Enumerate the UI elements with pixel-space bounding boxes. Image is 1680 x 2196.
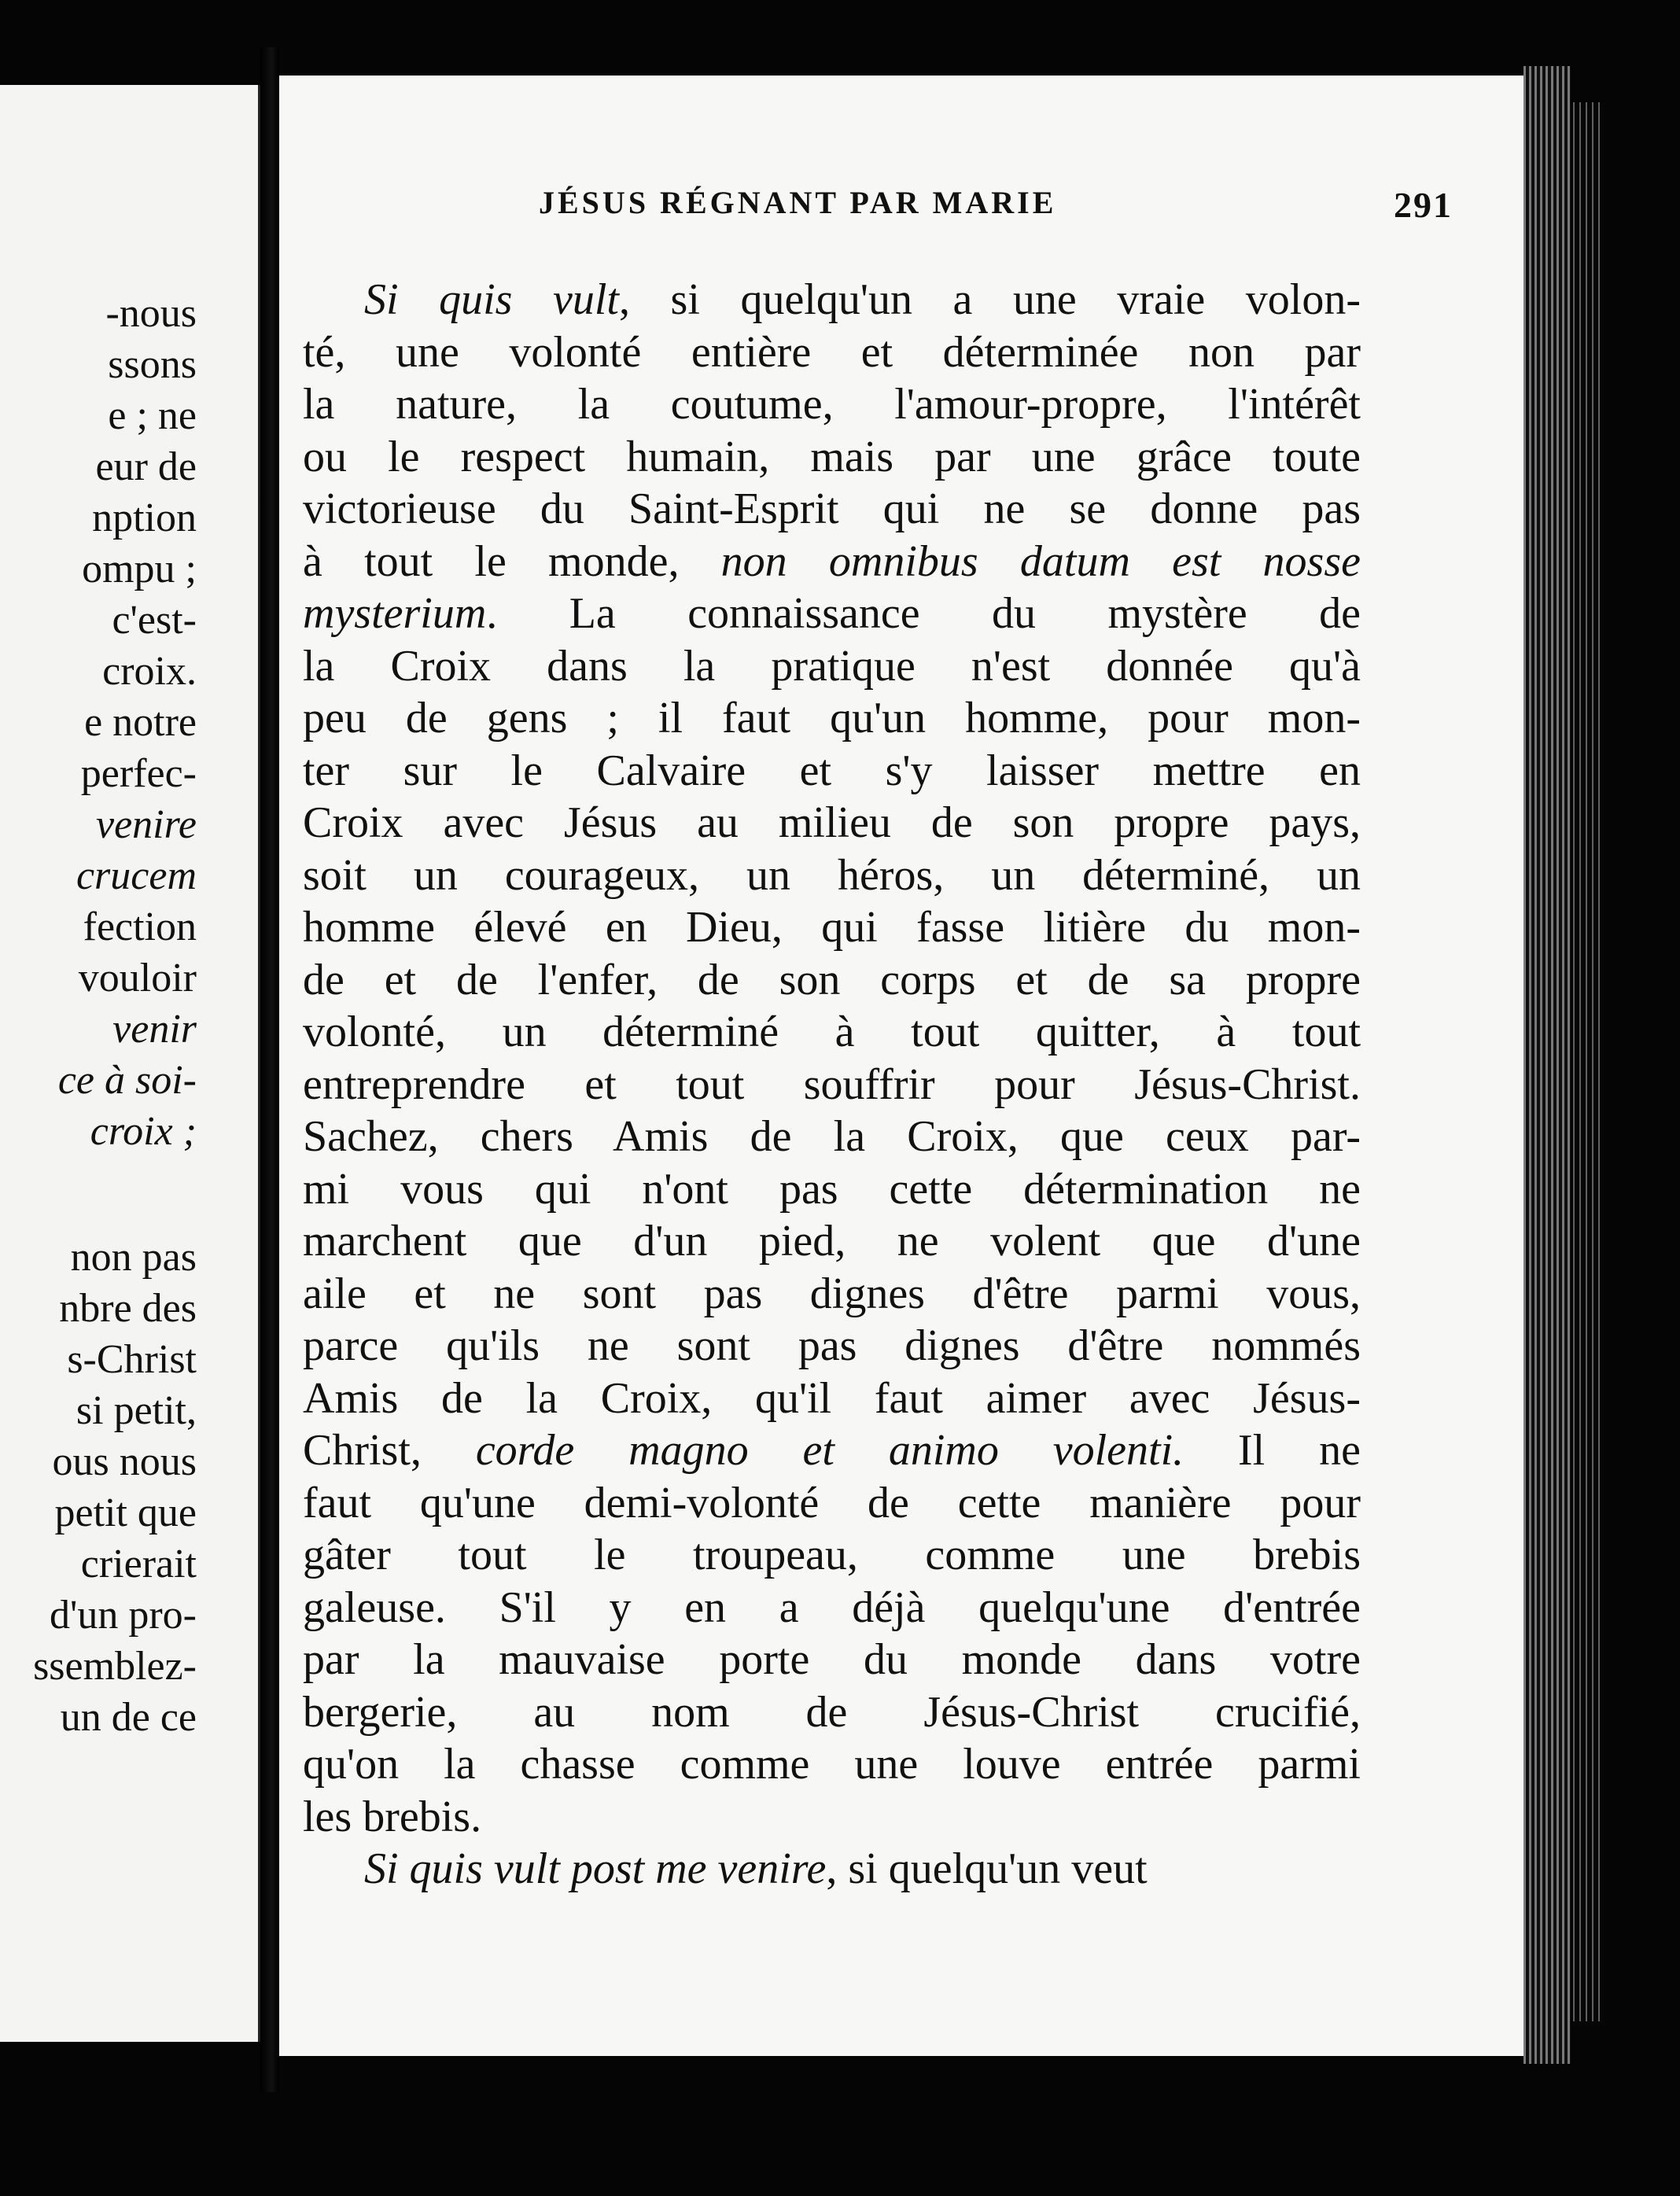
left-line: ompu ; xyxy=(82,547,197,591)
text-line xyxy=(303,536,1361,588)
text-run: faut qu'une demi-volonté de cette manière pour xyxy=(303,1478,1361,1527)
text-line xyxy=(303,431,1361,484)
text-run: , si quelqu'un a une vraie volon- xyxy=(618,275,1361,324)
text-run: galeuse. S'il y en a déjà quelqu'une d'entrée xyxy=(303,1583,1361,1632)
text-line xyxy=(303,378,1361,431)
text-run: ou le respect humain, mais par une grâce toute xyxy=(303,432,1361,481)
text-line xyxy=(303,326,1361,379)
text-run: par la mauvaise porte du monde dans votre xyxy=(303,1635,1361,1684)
text-line xyxy=(303,1791,1361,1844)
text-line xyxy=(303,745,1361,798)
italic-text-run: Si quis vult post me venire xyxy=(364,1844,827,1893)
text-line xyxy=(303,1006,1361,1059)
text-line xyxy=(303,1163,1361,1216)
left-line: e ; ne xyxy=(108,393,197,438)
text-line xyxy=(303,1268,1361,1321)
text-line xyxy=(303,1529,1361,1582)
text-run: peu de gens ; il faut qu'un homme, pour mon- xyxy=(303,694,1361,742)
text-line xyxy=(303,1320,1361,1372)
left-line: croix. xyxy=(102,649,197,694)
text-run: la nature, la coutume, l'amour-propre, l'intérêt xyxy=(303,380,1361,429)
left-line: crierait xyxy=(80,1542,197,1586)
left-line: petit que xyxy=(54,1490,197,1535)
text-run: marchent que d'un pied, ne volent que d'une xyxy=(303,1217,1361,1266)
left-line: si petit, xyxy=(76,1388,197,1433)
text-line xyxy=(303,1477,1361,1530)
text-line xyxy=(303,588,1361,640)
page-number: 291 xyxy=(1394,185,1453,225)
text-line xyxy=(303,1582,1361,1634)
left-line: d'un pro- xyxy=(49,1593,197,1638)
book-cover-edge xyxy=(1573,102,1604,2021)
text-line xyxy=(303,1372,1361,1425)
left-line: ous nous xyxy=(52,1439,197,1484)
text-run: té, une volonté entière et déterminée non par xyxy=(303,327,1361,377)
left-page-text xyxy=(33,288,197,1743)
text-line xyxy=(303,954,1361,1007)
text-run: entreprendre et tout souffrir pour Jésus-Christ. xyxy=(303,1059,1361,1109)
left-line: croix ; xyxy=(90,1109,197,1154)
text-line xyxy=(303,1843,1361,1896)
text-line xyxy=(303,1634,1361,1686)
running-title: JÉSUS RÉGNANT PAR MARIE xyxy=(539,185,1057,220)
text-line xyxy=(303,901,1361,954)
text-line xyxy=(303,274,1361,326)
left-line: non pas xyxy=(70,1235,197,1280)
text-line xyxy=(303,797,1361,849)
text-line xyxy=(303,483,1361,536)
book-fore-edge xyxy=(1523,66,1571,2064)
text-run: Sachez, chers Amis de la Croix, que ceux par- xyxy=(303,1112,1361,1161)
left-line: venire xyxy=(96,802,197,847)
book-gutter xyxy=(260,47,279,2092)
left-line: ssemblez- xyxy=(33,1644,197,1689)
italic-text-run: Si quis vult xyxy=(364,275,619,324)
right-page xyxy=(279,76,1523,2056)
left-line: fection xyxy=(83,905,197,949)
left-line: s-Christ xyxy=(67,1337,197,1382)
text-line xyxy=(303,849,1361,902)
text-run: Il ne xyxy=(1184,1426,1361,1475)
text-line xyxy=(303,1424,1361,1477)
left-line: perfec- xyxy=(80,751,197,796)
text-line xyxy=(303,1738,1361,1791)
text-line xyxy=(303,1686,1361,1739)
left-line: ssons xyxy=(108,342,197,387)
left-page xyxy=(0,85,260,2042)
left-line: crucem xyxy=(76,853,197,898)
text-run: bergerie, au nom de Jésus-Christ crucifié, xyxy=(303,1687,1361,1737)
italic-text-run: mysterium xyxy=(303,589,487,638)
text-run: de et de l'enfer, de son corps et de sa propre xyxy=(303,955,1361,1004)
text-line xyxy=(303,1215,1361,1268)
left-line: un de ce xyxy=(60,1695,197,1740)
italic-text-run: corde magno et animo volenti. xyxy=(475,1426,1184,1475)
text-run: la Croix dans la pratique n'est donnée qu'à xyxy=(303,641,1361,691)
text-run: gâter tout le troupeau, comme une brebis xyxy=(303,1531,1361,1579)
text-run: Amis de la Croix, qu'il faut aimer avec Jésus- xyxy=(303,1373,1361,1423)
text-run: homme élevé en Dieu, qui fasse litière du mon- xyxy=(303,903,1361,952)
left-line: nption xyxy=(92,496,197,540)
text-line xyxy=(303,1111,1361,1163)
text-line xyxy=(303,1059,1361,1111)
text-run: les brebis. xyxy=(303,1792,482,1841)
page-body-text xyxy=(303,274,1361,1896)
text-run: volonté, un déterminé à tout quitter, à tout xyxy=(303,1008,1361,1056)
paragraph-gap xyxy=(33,1157,197,1232)
left-line: c'est- xyxy=(112,598,197,643)
left-line: ce à soi- xyxy=(57,1058,197,1103)
left-line: venir xyxy=(112,1007,197,1052)
text-run: victorieuse du Saint-Esprit qui ne se donne pas xyxy=(303,485,1361,533)
left-line: e notre xyxy=(84,700,197,745)
text-run: Christ, xyxy=(303,1426,476,1475)
left-line: nbre des xyxy=(59,1286,197,1331)
text-run: parce qu'ils ne sont pas dignes d'être nommés xyxy=(303,1321,1361,1370)
text-run: à tout le monde, xyxy=(303,536,721,586)
text-run: mi vous qui n'ont pas cette détermination ne xyxy=(303,1164,1361,1214)
text-line xyxy=(303,640,1361,693)
text-run: qu'on la chasse comme une louve entrée parmi xyxy=(303,1740,1361,1789)
left-line: -nous xyxy=(105,291,197,336)
text-line xyxy=(303,692,1361,745)
italic-text-run: non omnibus datum est nosse xyxy=(720,536,1361,586)
text-run: aile et ne sont pas dignes d'être parmi vous, xyxy=(303,1269,1361,1318)
text-run: ter sur le Calvaire et s'y laisser mettre en xyxy=(303,746,1361,795)
text-run: soit un courageux, un héros, un déterminé, un xyxy=(303,850,1361,900)
left-line: vouloir xyxy=(78,956,197,1000)
text-run: Croix avec Jésus au milieu de son propre pays, xyxy=(303,798,1361,847)
left-line: eur de xyxy=(95,444,197,489)
text-run: , si quelqu'un veut xyxy=(826,1844,1148,1893)
text-run: . La connaissance du mystère de xyxy=(486,589,1361,638)
